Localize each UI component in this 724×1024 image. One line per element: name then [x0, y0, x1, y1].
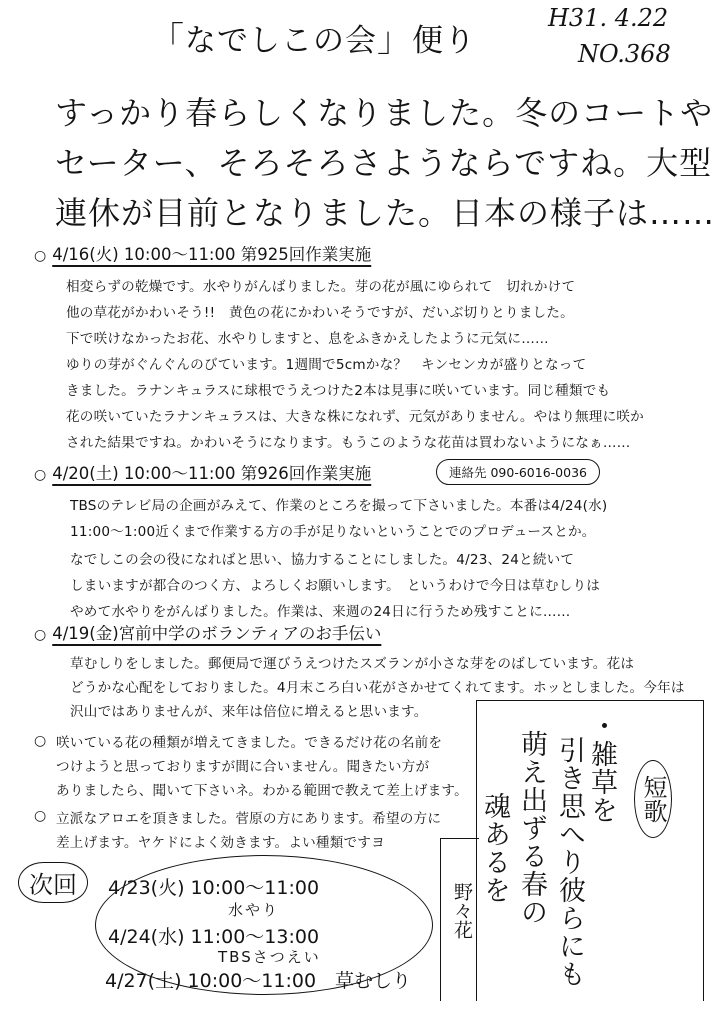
section-5-bullet — [34, 805, 52, 824]
title-main: なでしこの会 — [185, 23, 377, 59]
schedule-when: 4/23(火) 10:00〜11:00 — [108, 877, 320, 899]
title-suffix: 便り — [412, 23, 476, 59]
section-1-line: ゆりの芽がぐんぐんのびています。1週間で5cmかな？ キンセンカが盛りとなって — [66, 357, 587, 373]
section-1-line: 花の咲いていたラナンキュラスは、大きな株になれず、元気がありません。やはり無理に咲か — [66, 409, 644, 425]
section-5-line: 立派なアロエを頂きました。菅原の方にあります。希望の方に — [56, 811, 442, 827]
section-2-line: なでしこの会の役になればと思い、協力することにしました。4/23、24と続いて — [70, 552, 575, 568]
section-2-line: しまいますが都合のつく方、よろしくお願いします。 というわけで今日は草むしりは — [70, 578, 601, 594]
section-5-line: 差上げます。ヤケドによく効きます。よい種類ですヨ — [56, 835, 385, 851]
section-4-line: 咲いている花の種類が増えてきました。できるだけ花の名前を — [56, 735, 443, 751]
intro-line-3: 連休が目前となりました。日本の様子は…… — [55, 194, 716, 232]
section-2-heading — [34, 460, 371, 484]
tanka-line: ・雑草を — [586, 712, 617, 824]
newsletter-title — [150, 12, 476, 61]
section-1-line: された結果ですね。かわいそうになります。もうこのような花苗は買わないようになぁ…… — [66, 435, 631, 451]
contact-phone: 連絡先 090-6016-0036 — [436, 459, 600, 485]
tanka-line: 萌え出ずる春の — [516, 730, 547, 926]
issue-date: H31. 4.22 — [548, 4, 669, 32]
section-3-heading — [34, 620, 381, 644]
section-2-line: TBSのテレビ局の企画がみえて、作業のところを撮って下さいました。本番は4/24(水) — [70, 498, 608, 514]
section-1-line: 下で咲けなかったお花、水やりしますと、息をふきかえしたように元気に…… — [66, 331, 549, 347]
issue-number: NO.368 — [578, 40, 671, 68]
section-3-line: 草むしりをしました。郵便局で運びうえつけたスズランが小さな芽をのばしています。花は — [70, 656, 635, 672]
section-1-line: きました。ラナンキュラスに球根でうえつけた2本は見事に咲いています。同じ種類でも — [66, 383, 611, 399]
intro-line-2: セーター、そろそろさようならですね。大型 — [55, 144, 713, 182]
section-4-line: ありましたら、聞いて下さいネ。わかる範囲で教えて差上げます。 — [56, 783, 468, 799]
tanka-line: 引き思へり彼らにも — [554, 736, 585, 988]
bullet-icon: ○ — [34, 627, 47, 643]
section-2-line: やめて水やりをがんばりました。作業は、来週の24日に行うため残すことに…… — [70, 604, 571, 620]
next-schedule-label: 次回 — [18, 862, 88, 903]
bullet-icon: ○ — [34, 467, 47, 483]
bullet-icon: ○ — [34, 808, 47, 824]
tanka-label: 短歌 — [634, 760, 672, 838]
bullet-icon: ○ — [34, 248, 47, 264]
section-1-line: 他の草花がかわいそう!! 黄色の花にかわいそうですが、だいぶ切りとりました。 — [66, 305, 574, 321]
section-1-heading — [34, 241, 371, 265]
section-3-line: 沢山ではありませんが、来年は倍位に増えると思います。 — [70, 704, 428, 720]
schedule-what: TBSさつえい — [218, 948, 321, 966]
section-4-line: つけようと思っておりますが間に合いません。聞きたい方が — [56, 759, 430, 775]
intro-line-1: すっかり春らしくなりました。冬のコートや — [55, 94, 714, 132]
schedule-when: 4/24(水) 11:00〜13:00 — [108, 926, 320, 948]
title-bracket-open: 「 — [150, 20, 185, 60]
section-4-bullet — [34, 730, 52, 749]
section-1-line: 相変らずの乾燥です。水やりがんばりました。芽の花が風にゆられて 切れかけて — [66, 279, 576, 295]
section-heading-text: 4/19(金)宮前中学のボランティアのお手伝い — [52, 624, 382, 643]
schedule-what: 水やり — [228, 901, 280, 919]
schedule-what: 草むしり — [335, 970, 412, 992]
schedule-when: 4/27(土) 10:00〜11:00 — [105, 970, 317, 992]
bullet-icon: ○ — [34, 733, 47, 749]
section-3-line: どうかな心配をしておりました。4月末ころ白い花がさかせてくれてます。ホッとしました。今年は — [70, 680, 685, 696]
tanka-author: 野々花 — [451, 882, 473, 939]
section-heading-text: 4/20(土) 10:00〜11:00 第926回作業実施 — [52, 464, 372, 483]
section-heading-text: 4/16(火) 10:00〜11:00 第925回作業実施 — [52, 245, 372, 264]
title-bracket-close: 」 — [377, 20, 412, 60]
section-2-line: 11:00〜1:00近くまで作業する方の手が足りないということでのプロデュースとか。 — [70, 524, 596, 540]
tanka-line: 魂あるを — [479, 792, 510, 904]
